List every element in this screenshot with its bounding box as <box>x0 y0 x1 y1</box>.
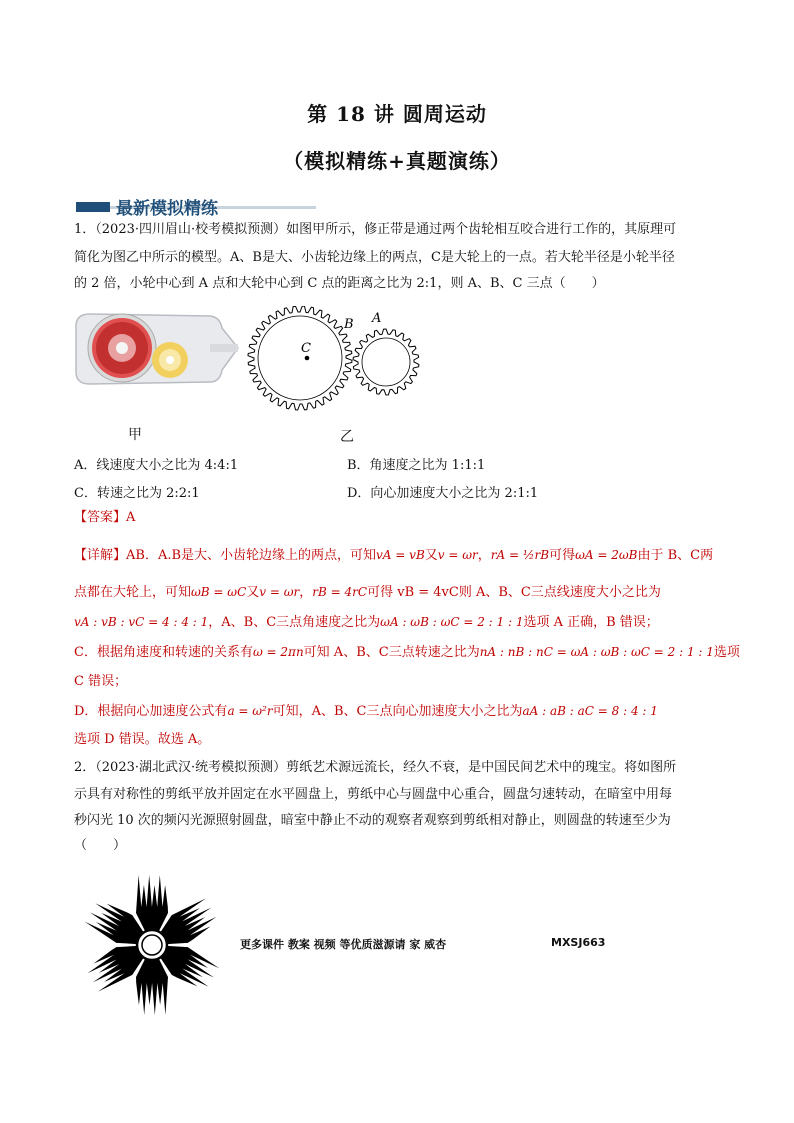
formula: vA = vB <box>376 548 425 562</box>
formula: ωB = ωC <box>191 585 247 599</box>
q2-line3: 秒闪光 10 次的频闪光源照射圆盘，暗室中静止不动的观察者观察到剪纸相对静止，则圆盘的转速至少为 <box>74 813 671 828</box>
formula: aA : aB : aC = 8 : 4 : 1 <box>522 704 658 718</box>
formula: ωA = 2ωB <box>575 548 638 562</box>
formula: v = ωr <box>437 548 478 562</box>
formula: ω = 2πn <box>252 645 304 659</box>
point-c-dot <box>305 356 310 361</box>
paper-cut-image <box>72 865 232 1025</box>
correction-tape-image <box>70 308 240 390</box>
q1-option-d: D．向心加速度大小之比为 2:1:1 <box>347 486 539 501</box>
section-title: 最新模拟精练 <box>116 199 218 219</box>
red-gear-icon <box>92 318 152 378</box>
q1-detail-line1: 【详解】AB．A.B是大、小齿轮边缘上的两点，可知vA = vB又v = ωr，rA = ½rB可得ωA = 2ωB由于 B、C两 <box>74 548 714 563</box>
q1-line3: 的 2 倍，小轮中心到 A 点和大轮中心到 C 点的距离之比为 2:1，则 A、B、C 三点（ ） <box>74 276 605 291</box>
detail-label: 【详解】AB． <box>74 548 158 563</box>
formula: rA = ½rB <box>490 548 550 562</box>
q1-detail-line7: 选项 D 错误。故选 A。 <box>74 732 211 747</box>
fig-caption-jia: 甲 <box>128 427 142 443</box>
q1-option-c: C．转速之比为 2:2:1 <box>74 486 200 501</box>
small-gear <box>353 329 419 395</box>
q1-detail-line2: 点都在大轮上，可知ωB = ωC又v = ωr，rB = 4rC可得 vB = 4vC则 A、B、C三点线速度大小之比为 <box>74 585 661 600</box>
q1-detail-line3: vA : vB : vC = 4 : 4 : 1，A、B、C三点角速度之比为ωA : ωB : ωC = 2 : 1 : 1选项 A 正确，B 错误； <box>74 615 659 630</box>
yellow-gear-icon <box>152 342 188 378</box>
formula: nA : nB : nC = ωA : ωB : ωC = 2 : 1 : 1 <box>479 645 714 659</box>
footer-text: 更多课件 教案 视频 等优质滋源请 家 威杏 <box>240 938 447 951</box>
q1-detail-line6: D．根据向心加速度公式有a = ω²r可知，A、B、C三点向心加速度大小之比为aA : aB : aC = 8 : 4 : 1 <box>74 704 658 719</box>
q1-option-a: A．线速度大小之比为 4:4:1 <box>74 458 239 473</box>
label-c: C <box>301 341 311 356</box>
q1-answer: 【答案】A <box>74 510 136 525</box>
page-title: 第 18 讲 圆周运动 <box>307 102 487 126</box>
footer-code: MXSJ663 <box>551 936 606 949</box>
fig-caption-yi: 乙 <box>340 429 354 445</box>
label-b: B <box>344 317 354 332</box>
formula: rB = 4rC <box>312 585 368 599</box>
formula: ωA : ωB : ωC = 2 : 1 : 1 <box>380 615 524 629</box>
page-subtitle: （模拟精练+真题演练） <box>283 149 511 173</box>
q1-detail-line4: C．根据角速度和转速的关系有ω = 2πn可知 A、B、C三点转速之比为nA : nB : nC = ωA : ωB : ωC = 2 : 1 : 1选项 <box>74 645 740 660</box>
gears-diagram <box>244 306 424 416</box>
formula: vA : vB : vC = 4 : 4 : 1 <box>74 615 209 629</box>
label-a: A <box>372 311 382 326</box>
q1-line1: 1．（2023·四川眉山·校考模拟预测）如图甲所示，修正带是通过两个齿轮相互咬合进行工作的，其原理可 <box>74 222 677 237</box>
q2-line4: （ ） <box>74 838 127 853</box>
q1-option-b: B．角速度之比为 1:1:1 <box>347 458 486 473</box>
q2-line1: 2．（2023·湖北武汉·统考模拟预测）剪纸艺术源远流长，经久不衰，是中国民间艺术中的瑰宝。将如图所 <box>74 760 677 775</box>
q1-line2: 简化为图乙中所示的模型。A、B是大、小齿轮边缘上的两点，C是大轮上的一点。若大轮半径是小轮半径 <box>74 250 675 265</box>
section-header <box>76 194 266 219</box>
formula: v = ωr <box>259 585 300 599</box>
formula: a = ω²r <box>227 704 273 718</box>
q2-line2: 示具有对称性的剪纸平放并固定在水平圆盘上，剪纸中心与圆盘中心重合，圆盘匀速转动，在暗室中用每 <box>74 787 673 802</box>
big-gear <box>248 306 352 410</box>
q1-detail-line5: C 错误； <box>74 674 128 689</box>
